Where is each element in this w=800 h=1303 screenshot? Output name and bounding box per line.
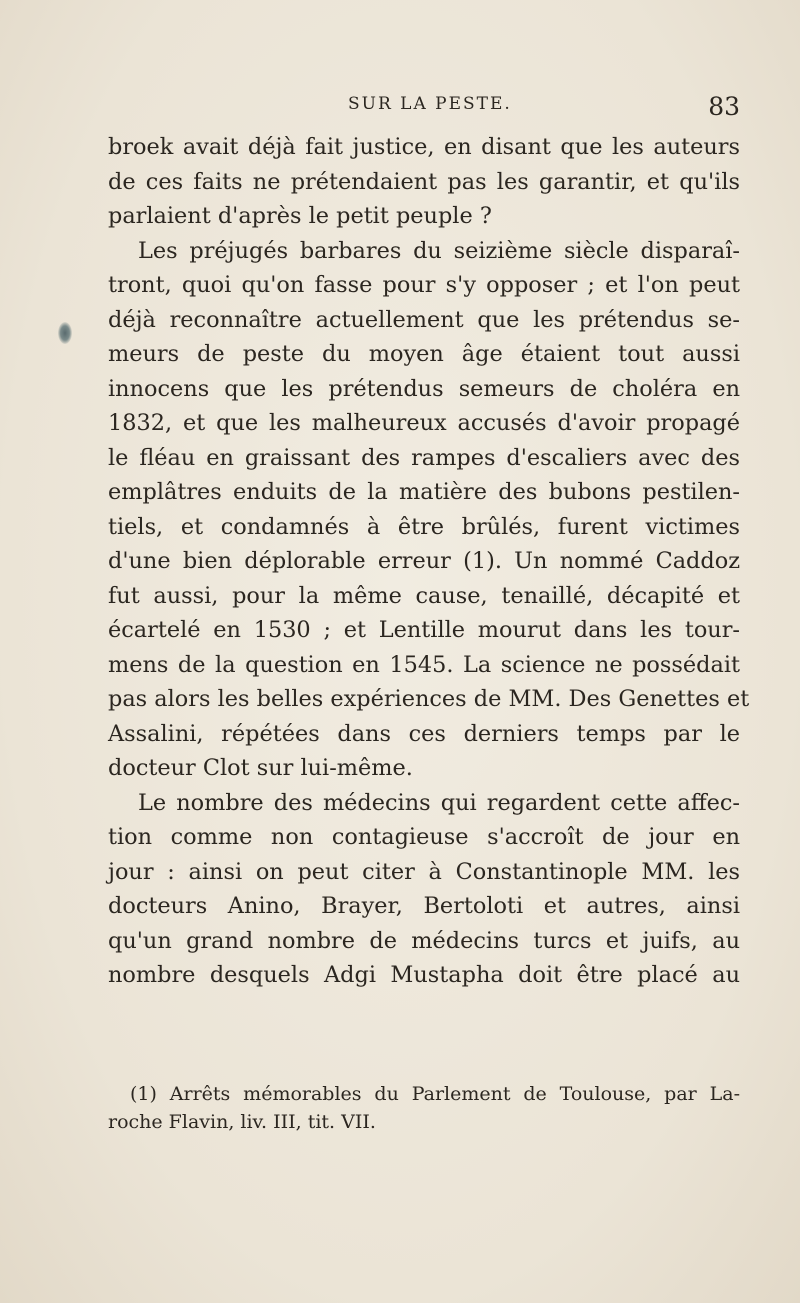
text-line: jour : ainsi on peut citer à Constantinople MM. les (108, 858, 740, 885)
text-line: qu'un grand nombre de médecins turcs et juifs, au (108, 927, 740, 954)
text-line: emplâtres enduits de la matière des bubons pestilen- (108, 479, 740, 505)
text-line: meurs de peste du moyen âge étaient tout aussi (108, 341, 740, 367)
text-line: le fléau en graissant des rampes d'escaliers avec des (108, 444, 740, 471)
text-line: broek avait déjà fait justice, en disant que les auteurs (108, 134, 740, 160)
page-header (108, 92, 740, 122)
ink-smudge (58, 322, 72, 344)
text-line: fut aussi, pour la même cause, tenaillé, décapité et (108, 582, 740, 609)
body-text (108, 130, 750, 993)
text-line: innocens que les prétendus semeurs de choléra en (108, 375, 740, 402)
text-line: pas alors les belles expériences de MM. Des Genettes et (108, 686, 750, 712)
text-line: parlaient d'après le petit peuple ? (108, 203, 492, 229)
text-line: mens de la question en 1545. La science ne possédait (108, 651, 740, 678)
footnote-line: (1) Arrêts mémorables du Parlement de Toulouse, par La- (130, 1083, 740, 1105)
text-line: nombre desquels Adgi Mustapha doit être placé au (108, 962, 740, 988)
footnote-line: roche Flavin, liv. III, tit. VII. (108, 1111, 376, 1133)
text-line: tion comme non contagieuse s'accroît de jour en (108, 824, 740, 850)
text-line: d'une bien déplorable erreur (1). Un nommé Caddoz (108, 548, 740, 574)
text-line: tront, quoi qu'on fasse pour s'y opposer ; et l'on peut (108, 272, 740, 298)
page-number: 83 (708, 92, 740, 121)
footnote-rule (108, 1060, 740, 1061)
text-line: Le nombre des médecins qui regardent cette affec- (138, 789, 740, 816)
text-line: docteur Clot sur lui-même. (108, 755, 413, 781)
running-title: SUR LA PESTE. (348, 94, 512, 114)
text-line: de ces faits ne prétendaient pas les garantir, et qu'ils (108, 168, 740, 195)
text-line: déjà reconnaître actuellement que les prétendus se- (108, 306, 740, 333)
footnote (108, 1080, 740, 1136)
text-line: écartelé en 1530 ; et Lentille mourut dans les tour- (108, 617, 740, 643)
text-line: docteurs Anino, Brayer, Bertoloti et autres, ainsi (108, 893, 740, 919)
text-line: Assalini, répétées dans ces derniers temps par le (108, 720, 740, 747)
text-line: tiels, et condamnés à être brûlés, furent victimes (108, 513, 740, 540)
text-line: 1832, et que les malheureux accusés d'avoir propagé (108, 410, 740, 436)
text-line: Les préjugés barbares du seizième siècle disparaî- (138, 237, 740, 264)
